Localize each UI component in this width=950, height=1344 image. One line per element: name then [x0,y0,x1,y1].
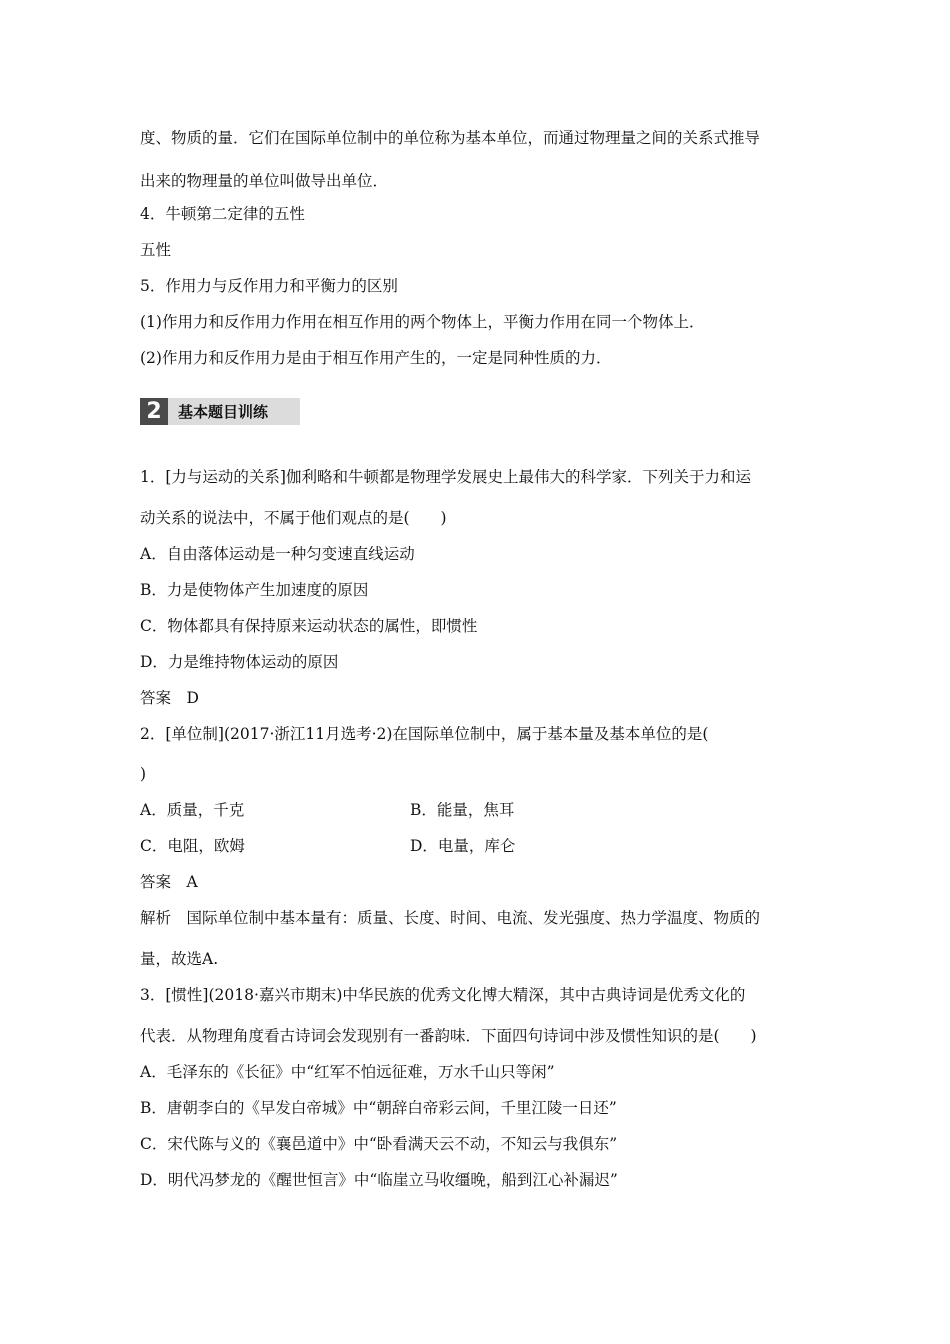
q3-option-d: D．明代冯梦龙的《醒世恒言》中“临崖立马收缰晚，船到江心补漏迟” [140,1171,618,1189]
q1-option-b: B．力是使物体产生加速度的原因 [140,581,369,599]
item4-title: 4．牛顿第二定律的五性 [140,205,305,223]
section-number: 2 [140,398,168,425]
section-header [140,398,300,425]
section-title: 基本题目训练 [178,403,269,421]
q2-option-a: A．质量，千克 [140,801,245,819]
intro-line-1: 度、物质的量．它们在国际单位制中的单位称为基本单位，而通过物理量之间的关系式推导 [140,129,761,147]
q2-analysis-line-2: 量，故选A. [140,950,219,968]
intro-line-2: 出来的物理量的单位叫做导出单位． [140,172,389,190]
q2-stem-line-1: 2．[单位制](2017·浙江11月选考·2)在国际单位制中，属于基本量及基本单位的是( [140,725,709,743]
q3-stem-line-1: 3．[惯性](2018·嘉兴市期末)中华民族的优秀文化博大精深，其中古典诗词是优秀文化的 [140,986,746,1004]
q1-stem-line-1: 1．[力与运动的关系]伽利略和牛顿都是物理学发展史上最伟大的科学家．下列关于力和运 [140,468,751,486]
q2-stem-line-2: ) [140,765,147,783]
q2-analysis-line-1: 解析 国际单位制中基本量有：质量、长度、时间、电流、发光强度、热力学温度、物质的 [140,909,761,927]
q1-option-c: C．物体都具有保持原来运动状态的属性，即惯性 [140,617,478,635]
q1-option-a: A．自由落体运动是一种匀变速直线运动 [140,545,415,563]
q3-option-b: B．唐朝李白的《早发白帝城》中“朝辞白帝彩云间，千里江陵一日还” [140,1099,617,1117]
q2-option-d: D．电量，库仑 [410,837,516,855]
item4-subtitle: 五性 [140,241,172,259]
q2-answer: 答案 A [140,873,198,891]
q1-answer: 答案 D [140,689,199,707]
q2-option-b: B．能量，焦耳 [410,801,515,819]
q1-option-d: D．力是维持物体运动的原因 [140,653,339,671]
item5-point-1: (1)作用力和反作用力作用在相互作用的两个物体上，平衡力作用在同一个物体上． [140,313,705,331]
q2-option-c: C．电阻，欧姆 [140,837,245,855]
item5-title: 5．作用力与反作用力和平衡力的区别 [140,277,398,295]
q3-option-c: C．宋代陈与义的《襄邑道中》中“卧看满天云不动，不知云与我俱东” [140,1135,618,1153]
q3-stem-line-2: 代表．从物理角度看古诗词会发现别有一番韵味．下面四句诗词中涉及惯性知识的是( ) [140,1027,757,1045]
q1-stem-line-2: 动关系的说法中，不属于他们观点的是( ) [140,509,447,527]
item5-point-2: (2)作用力和反作用力是由于相互作用产生的，一定是同种性质的力． [140,349,612,367]
q3-option-a: A．毛泽东的《长征》中“红军不怕远征难，万水千山只等闲” [140,1063,555,1081]
